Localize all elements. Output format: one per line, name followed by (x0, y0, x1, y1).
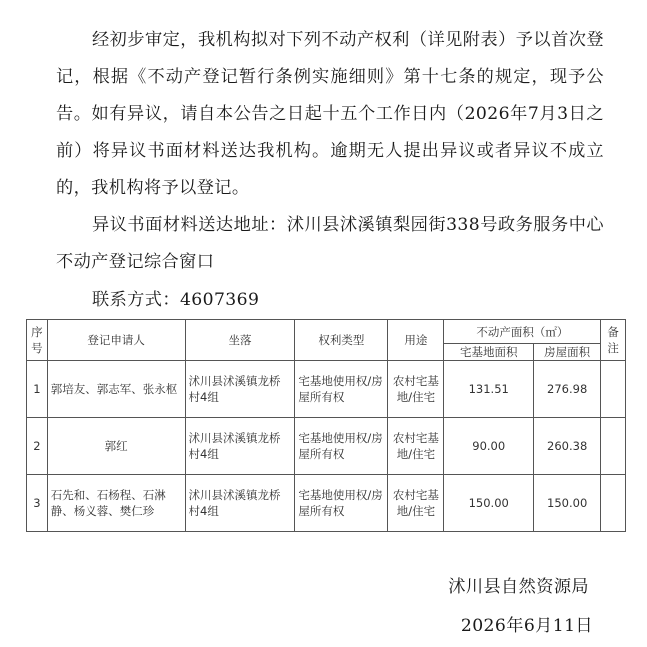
cell-location: 沭川县沭溪镇龙桥村4组 (185, 475, 295, 532)
cell-note (601, 475, 626, 532)
table-row (27, 361, 626, 418)
header-location: 坐落 (185, 320, 295, 361)
cell-applicant: 郭红 (47, 418, 185, 475)
cell-house-area: 150.00 (534, 475, 601, 532)
cell-land-area: 90.00 (444, 418, 534, 475)
cell-seq: 3 (27, 475, 48, 532)
cell-applicant: 郭培友、郭志军、张永枢 (47, 361, 185, 418)
header-usage: 用途 (388, 320, 444, 361)
table-row (27, 418, 626, 475)
table-header-row (27, 320, 626, 344)
cell-usage: 农村宅基地/住宅 (388, 361, 444, 418)
cell-note (601, 418, 626, 475)
cell-usage: 农村宅基地/住宅 (388, 418, 444, 475)
table-row (27, 475, 626, 532)
cell-right-type: 宅基地使用权/房屋所有权 (295, 361, 388, 418)
cell-note (601, 361, 626, 418)
cell-applicant: 石先和、石杨程、石淋静、杨义蓉、樊仁珍 (47, 475, 185, 532)
header-land-area: 宅基地面积 (444, 344, 534, 361)
cell-house-area: 276.98 (534, 361, 601, 418)
contact-line: 联系方式：4607369 (92, 290, 260, 310)
notice-paragraph-address: 异议书面材料送达地址：沭川县沭溪镇梨园街338号政务服务中心不动产登记综合窗口 (56, 215, 604, 272)
header-applicant: 登记申请人 (47, 320, 185, 361)
registration-table (26, 319, 626, 532)
cell-location: 沭川县沭溪镇龙桥村4组 (185, 361, 295, 418)
cell-seq: 2 (27, 418, 48, 475)
issuing-organization: 沭川县自然资源局 (448, 577, 589, 597)
cell-location: 沭川县沭溪镇龙桥村4组 (185, 418, 295, 475)
header-right-type: 权利类型 (295, 320, 388, 361)
header-note: 备注 (601, 320, 626, 361)
notice-paragraph-main: 经初步审定，我机构拟对下列不动产权利（详见附表）予以首次登记，根据《不动产登记暂行条例实施细则》第十七条的规定，现予公告。如有异议，请自本公告之日起十五个工作日内（2026年7月3日之前）将异议书面材料送达我机构。逾期无人提出异议或者异议不成立的，我机构将予以登记。 (56, 30, 604, 198)
cell-land-area: 150.00 (444, 475, 534, 532)
cell-right-type: 宅基地使用权/房屋所有权 (295, 475, 388, 532)
header-area-group: 不动产面积（㎡） (444, 320, 601, 344)
cell-seq: 1 (27, 361, 48, 418)
cell-right-type: 宅基地使用权/房屋所有权 (295, 418, 388, 475)
cell-usage: 农村宅基地/住宅 (388, 475, 444, 532)
header-seq: 序号 (27, 320, 48, 361)
header-house-area: 房屋面积 (534, 344, 601, 361)
issue-date: 2026年6月11日 (460, 616, 593, 636)
cell-land-area: 131.51 (444, 361, 534, 418)
cell-house-area: 260.38 (534, 418, 601, 475)
